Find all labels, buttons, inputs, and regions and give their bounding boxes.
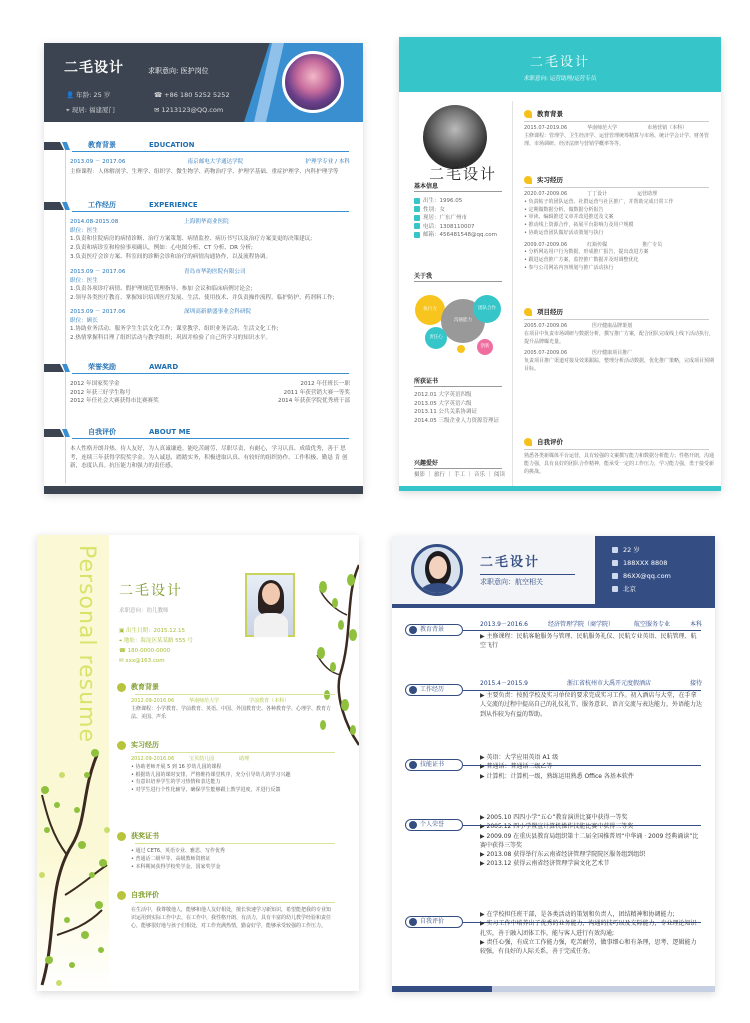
divider xyxy=(414,386,502,387)
job-intent: 求职意向: 运营助理/运营专员 xyxy=(523,76,597,82)
job-2: 2013.09 － 2017.06 青岛市华韵医院有限公司 职位：医生 1.负责各项诊疗病情、假护理规范管理指导、参加 会议和临床病例讨论会; 2.领导各类医疗教育、掌握知识培训医疗发展、生活、使用技术、并负责操作流程、临护防护、药剂料工作; xyxy=(70,269,335,301)
footer-strip xyxy=(399,486,721,491)
section-education: 教育背景 xyxy=(405,624,463,636)
section-education: 教育背景 EDUCATION xyxy=(44,140,363,152)
tree-left-illustration xyxy=(37,735,112,991)
resume-template-2[interactable] xyxy=(399,37,721,491)
big-name: 二毛设计 xyxy=(429,165,498,183)
cert-body: • 通过 CET6、英语专业、雅思、写作优秀 • 普通话二级甲等、高级教师资格证 • 本科期间获得学校奖学金、国家奖学金 xyxy=(131,848,226,870)
resume-template-1[interactable] xyxy=(44,43,363,494)
section-honor: 个人荣誉 xyxy=(405,819,463,831)
name-underline xyxy=(480,574,575,575)
r-exp-title: 实习经历 xyxy=(524,175,563,185)
tree-right-illustration xyxy=(315,555,359,755)
edu-text: 主修课程：人体解剖学、生理学、组织学、微生物学、药物治疗学、护理学基础、重症护理学、内科护理学等 xyxy=(70,169,339,175)
bubble-comm: 沟通能力 xyxy=(441,299,485,343)
resume-template-4[interactable] xyxy=(392,536,715,992)
r-edu-body: 2015.07-2019.06 华南师范大学 市场营销（本科） 主修课程：管理学、卫生经济学、运营管理统筹精算与市场、统计学会计学、财务管理、市场调研、经济法律与营销学概率等等。 xyxy=(524,125,710,147)
resume-name: 二毛设计 xyxy=(480,555,541,570)
edu-body: 2012.09-2016.06 华南师范大学 学前教育（本科） 主修课程：小学教育、学前教育、英语、中国、外国教育史、各种教育学、心理学、教育方法、美国、声乐 xyxy=(131,698,332,720)
divider xyxy=(135,902,335,903)
section-skills: 技能证书 xyxy=(405,759,463,771)
bubble-team: 团队合作 xyxy=(473,295,501,323)
divider xyxy=(524,121,709,122)
avatar xyxy=(245,573,295,637)
resume-name: 二毛设计 xyxy=(529,55,590,70)
work-body: 2015.4－2015.9 浙江省杭州市大禹开元度假酒店 接待 xyxy=(480,680,702,687)
hobby-title: 兴趣爱好 xyxy=(414,460,439,467)
avatar xyxy=(282,51,344,113)
divider xyxy=(524,187,709,188)
honor-body: ▶ 2005.10 四四小学“五心”教育演讲比赛中获得一等奖 ▶ 2005.12 四小学置宣计算机操作技能比赛中获得三等奖 ▶ 2009.09 在重庆县教育局组织第十二届全国推普周“中华诵 · 2009 经典诵读”比赛中获得三等奖 ▶ 2013.08 获得举行东云南省经济管理学院院区服务组到组织 ▶ 2013.12 获得云南省经济管理学演文化艺术节 xyxy=(480,814,699,868)
r-proj-body: 2005.07-2009.06 医疗健康品牌策划 在项目中负责市场调研与数据分析，撰写推广方案，配合团队完成线上线下活动执行，提升品牌曝光量。 2005.07-2009.06 医疗健康项目推广 负责项目推广渠道对接及效果跟踪，整理分析活动数据，优化推广策略，完成项目预期目标。 xyxy=(524,323,715,372)
address-text: ⌖ 地址：海淀区某某路 555 号 xyxy=(119,638,193,644)
divider xyxy=(524,319,709,320)
section-experience: 工作经历 EXPERIENCE xyxy=(44,200,363,212)
basic-info-list: 出生：1996.05 性别：女 现居：广东广州市 电话：1308110007 邮箱：456481548@qq.com xyxy=(414,197,497,240)
age-text: 👤 年龄: 25 岁 xyxy=(66,91,111,99)
location-text: ⌖ 现居: 福建厦门 xyxy=(66,106,115,114)
divider xyxy=(463,630,701,631)
bubble-resp: 责任心 xyxy=(425,327,447,349)
r-self-body: 熟悉各类新媒体平台运营，具有较强的文案撰写能力和数据分析能力；性格开朗，沟通能力强，具有良好的团队合作精神，能承受一定的工作压力，学习能力强，勇于接受新的挑战。 xyxy=(524,453,715,475)
divider xyxy=(524,449,709,450)
edu-body: 2013.9－2016.6 经济管理学院（商学院） 航空服务专业 本科 xyxy=(480,621,702,628)
work-text: ▶ 主要负责：按照学校及实习单位的要求完成实习工作。初入酒店与大堂，在手拿人交流的过程中提高自己的礼仪礼节、服务意识、语言交流与表达能力，外语能力达到从作较为有益的帮助。 xyxy=(480,692,703,718)
cert-title: 所获证书 xyxy=(414,378,439,385)
section-award: 荣誉奖励 AWARD xyxy=(44,362,363,374)
about-text: 本人性格开朗并热、待人友好，为人真诚谦逊。能吃苦耐劳，尽职尽责，有耐心，学习认真、成绩优秀，善于 思考，连续三年获得学院奖学金。为人诚恳，踏踏实务，积极进取认真、有较好的组织协作、工作积极、勤恳 肯 创新，态度认真。抗压能力和强力的责任感。 xyxy=(70,446,348,470)
resume-template-3[interactable] xyxy=(37,535,359,991)
age-text: 22 岁 xyxy=(612,545,640,555)
section-self: 自我评价 xyxy=(117,890,159,901)
avatar xyxy=(411,544,463,596)
bubble-innov: 创新 xyxy=(477,339,493,355)
hobby-list: 摄影 ｜ 旅行 ｜ 手工 ｜ 音乐 ｜ 阅读 xyxy=(414,472,505,478)
footer-strip xyxy=(44,486,363,494)
footer-strip-light xyxy=(492,986,715,992)
section-education: 教育背景 xyxy=(117,682,159,693)
job-intent: 求职意向: 医护岗位 xyxy=(148,67,209,75)
email-text: ✉ 1213123@QQ.com xyxy=(154,106,224,114)
divider xyxy=(135,752,335,753)
bubble-learn xyxy=(457,345,465,353)
phone-text: ☎ +86 180 5252 5252 xyxy=(154,91,230,99)
edu-head: 2013.09 － 2017.06 南京邮电大学通达学院 护理学专业 / 本科 xyxy=(70,159,350,165)
divider xyxy=(414,191,502,192)
section-about: 自我评价 ABOUT ME xyxy=(44,427,363,439)
divider xyxy=(414,468,502,469)
phone-text: 188XXX 8808 xyxy=(612,558,667,568)
edu-text: ▶ 主修课程：民航客舱服务与管理、民航服务礼仪、民航专业英语、民航管理、航空飞行 xyxy=(480,633,697,650)
self-body: 在生活中，我尊敬他人，能够和他人友好相处，擅长快速学习新知识，希望能把我的专业知识运用到实际工作中去。在工作中，我性格开朗、有活力，具有丰富的幼儿教学经验和责任心，能够很好地与孩子们相处，对工作充满热情，勤奋好学，能够承受较强的工作压力。 xyxy=(131,907,332,929)
column-divider xyxy=(512,101,513,486)
job-intent: 求职意向：幼儿教师 xyxy=(119,608,169,614)
basic-info-title: 基本信息 xyxy=(414,183,439,190)
birth-text: ▣ 出生日期：2015.12.15 xyxy=(119,628,185,634)
vertical-title: Personal resume xyxy=(74,545,99,743)
job-1: 2014.08-2015.08 上海朝华商业医院 职位：医生 1.负责和住院病房的病情诊断、治疗方案策划、病情监控、病历书写以及治疗方案变更的决策建议; 2.负责和病诊室和检验事项确认，例如：心电图分析、CT 分析、DR 分析; 3.负责医疗会诊方案、科室间的诊断会诊和治疗的病情沟通协作，以及流程协调。 xyxy=(70,219,313,260)
job-intent: 求职意向：航空相关 xyxy=(480,578,543,586)
skills-body: ▶ 英语：大学应用英语 A1 级 ▶ 普通话：普通话二级乙等 ▶ 计算机：计算机一级，熟练运用熟悉 Office 各基本软件 xyxy=(480,754,634,780)
self-body: ▶ 在学校担任班干部，是各类活动的策划和负责人，团结精神和协调能力; ▶ 实习工作中培养出了优秀的业务能力，沟通的技巧以及交际能力，专业理论知识扎实，善于融入团体工作，能与客人进行有效沟通; ▶ 责任心强，有成立工作能力强，吃苦耐劳，做事细心和有条理，思考、逻辑能力较强，有良好的人际关系，善于完成任务。 xyxy=(480,911,697,956)
r-proj-title: 项目经历 xyxy=(524,307,563,317)
cert-list: 2012.01 大学英语四级 2013.05 大学英语六级 2013.11 公共关系协调证 2014.05 三级企业人力资源管理证 xyxy=(414,392,499,424)
r-self-title: 自我评价 xyxy=(524,437,563,447)
divider xyxy=(135,843,335,844)
bubble-exec: 执行力 xyxy=(415,295,445,325)
about-title: 关于我 xyxy=(414,273,433,280)
email-text: ✉ xxx@163.com xyxy=(119,658,165,664)
email-text: 86XX@qq.com xyxy=(612,571,671,581)
section-certificates: 获奖证书 xyxy=(117,831,159,842)
job-3: 2013.09 － 2017.06 深圳高新鼎盛事业会科研院 职位：顾长 1.协助业务活动、服务学生生活文化工作；课堂教学、组织业务活动、生活文化工作; 2.热情掌握科目理了组织活动与教学组织；巩固并检验了自己所学习的知识水平。 xyxy=(70,309,279,341)
resume-name: 二毛设计 xyxy=(119,583,183,599)
award-list: 2012 年国家奖学金 2012 年任班长一职 2012 年获三好学生称号 2011 年获营销大赛一等奖 2012 年任社会大赛获得市比赛赛奖 2014 年获获学院优秀班干部 xyxy=(70,381,350,405)
phone-text: ☎ 180-0000-0000 xyxy=(119,648,171,654)
exp-body: 2012.09-2016.06 宝贝幼儿园 助理 • 协助老师开展 5 到 16 岁幼儿园的课程 • 根据幼儿园的课时安排，严格维持课堂秩序，充分引导幼儿的学习兴趣 • 有意识培养学生的学习热情和表达能力 • 对学生进行个性化辅导，确保学生能够跟上教学进度，并进行反馈 xyxy=(131,756,291,793)
header-strip xyxy=(392,604,715,608)
divider xyxy=(414,281,502,282)
section-self: 自我评价 xyxy=(405,916,463,928)
r-exp-body: 2020.07-2009.06 丁丁设计 运营助理 • 负责帖子的团队运营、社群运营与社区推广，并帮助完成日常工作 • 定期做数据分析、做数据分析报告 • 审读、编辑推送文章并改进推送及文案 • 推动线上资源合作，拓展平台影响力及用户规模 • 协助运营团队做好活动策划与执行 2009.07-2009.06 红瓶传媒 推广专员 • 分析网站用户行为数据，形成推广报告，提出改进方案 • 跟进运营推广方案，监控推广数据并及时调整优化 • 参与公司网站内容规划与推广活动执行 xyxy=(524,191,674,271)
section-experience: 实习经历 xyxy=(117,740,159,751)
section-work: 工作经历 xyxy=(405,684,463,696)
city-text: 北京 xyxy=(612,584,636,594)
r-edu-title: 教育背景 xyxy=(524,109,563,119)
divider xyxy=(135,694,335,695)
resume-name: 二毛设计 xyxy=(64,60,124,76)
avatar xyxy=(423,105,487,169)
